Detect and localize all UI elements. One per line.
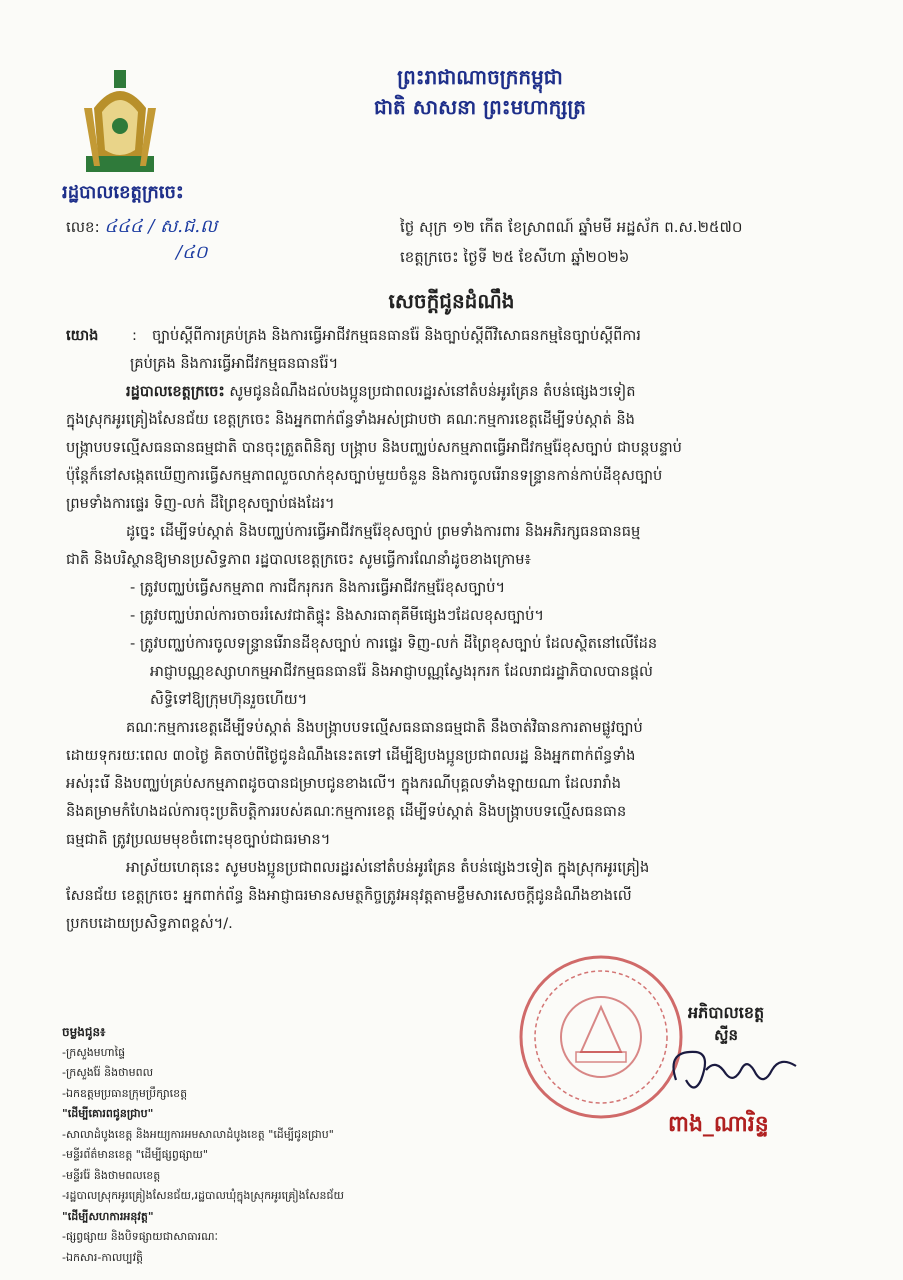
lunar-date: ថ្ងៃ សុក្រ ១២ កើត ខែស្រាពណ៍ ឆ្នាំមមី អដ្ឋស័ក ព.ស.២៥៧០	[400, 218, 743, 236]
document-body	[66, 322, 846, 938]
distribution-item: -មន្ទីររ៉ែ និងថាមពលខេត្ត	[62, 1168, 161, 1182]
document-title: សេចក្ដីជូនដំណឹង	[388, 289, 515, 313]
para3-line5: ធម្មជាតិ ត្រូវប្រឈមមុខចំពោះមុខច្បាប់ជាធរមាន។	[66, 831, 331, 848]
ref-label: លេខ:	[66, 218, 100, 236]
distribution-item: -រដ្ឋបាលស្រុកអូរគ្រៀងសែនជ័យ,រដ្ឋបាលឃុំក្នុងស្រុកអូរគ្រៀងសែនជ័យ	[62, 1189, 344, 1202]
reference-number	[66, 214, 218, 263]
kingdom-header	[330, 62, 630, 122]
distribution-item: -ផ្សព្វផ្សាយ និងបិទផ្សាយជាសាធារណៈ	[62, 1230, 218, 1243]
distribution-item: -ឯកសារ-កាលប្បវត្តិ	[62, 1250, 144, 1264]
signatory-label: ស្ទីន	[714, 1026, 738, 1044]
para3-line1: គណៈកម្មការខេត្តដើម្បីទប់ស្កាត់ និងបង្ក្រាបបទល្មើសធនធានធម្មជាតិ នឹងចាត់វិធានការតាមផ្លូវច្បាប់	[126, 719, 643, 736]
reference-colon: :	[132, 327, 137, 344]
para2-line1: ដូច្នេះ ដើម្បីទប់ស្កាត់ និងបញ្ឈប់ការធ្វើអាជីវកម្មរ៉ែខុសច្បាប់ ព្រមទាំងការពារ និងអភិរក្សធនធានធម្ម	[126, 523, 641, 540]
reference-row	[66, 322, 846, 350]
bullet-1: - ត្រូវបញ្ឈប់ធ្វើសកម្មភាព ការជីករុករក និងការធ្វើអាជីវកម្មរ៉ែខុសច្បាប់។	[130, 579, 506, 596]
date-block	[400, 212, 742, 272]
solar-date: ខេត្តក្រចេះ ថ្ងៃទី ២៥ ខែសីហា ឆ្នាំ២០២៦	[400, 248, 630, 266]
distribution-list	[62, 1022, 344, 1268]
signer-name: ពាង_ណារិន្ទ	[668, 1111, 769, 1137]
para4-line1: អាស្រ័យហេតុនេះ សូមបងប្អូនប្រជាពលរដ្ឋរស់នៅតំបន់អូរគ្រែន តំបន់ផ្សេងៗទៀត ក្នុងស្រុកអូរគ្រៀង	[126, 859, 650, 876]
para1-line1	[66, 378, 846, 406]
distribution-heading: ចម្លងជូន៖	[62, 1025, 106, 1039]
bullet-2: - ត្រូវបញ្ឈប់រាល់ការចាចររំសេវជាតិផ្ទុះ និងសារធាតុគីមីផ្សេងៗដែលខុសច្បាប់។	[130, 607, 545, 624]
para1-lead: រដ្ឋបាលខេត្តក្រចេះ	[126, 383, 225, 400]
signature-icon	[656, 1040, 816, 1100]
bullet-3-line2: អាជ្ញាបណ្ណខស្សាហកម្មអាជីវកម្មធនធានរ៉ែ និងអាជ្ញាបណ្ណស្វែងរុករក ដែលរាជរដ្ឋាភិបាលបានផ្ដល់	[150, 663, 653, 680]
ref-number: ៤៤៤ / ស.ជ.ល	[104, 216, 218, 237]
distribution-item: "ដើម្បីគោរពជូនជ្រាប"	[62, 1107, 154, 1120]
kingdom-title: ព្រះរាជាណាចក្រកម្ពុជា	[397, 65, 563, 89]
national-motto: ជាតិ សាសនា ព្រះមហាក្សត្រ	[374, 95, 586, 119]
reference-text-1: ច្បាប់ស្ដីពីការគ្រប់គ្រង និងការធ្វើអាជីវកម្មធនធានរ៉ែ និងច្បាប់ស្ដីពីវិសោធនកម្មនៃច្បាប់ស្ដីពីការ	[152, 327, 641, 344]
para2-line2: ជាតិ និងបរិស្ថានឱ្យមានប្រសិទ្ធភាព រដ្ឋបាលខេត្តក្រចេះ សូមធ្វើការណែនាំដូចខាងក្រោម៖	[66, 551, 531, 568]
para1-line4: ប៉ុន្តែក៏នៅសង្កេតឃើញការធ្វើសកម្មភាពលួចលាក់ខុសច្បាប់មួយចំនួន និងការចូលរើរានទន្ទ្រានកាន់កាប់ដីខុសច្បាប់	[66, 467, 663, 484]
para3-line2: ដោយទុករយៈពេល ៣០ថ្ងៃ គិតចាប់ពីថ្ងៃជូនដំណឹងនេះតទៅ ដើម្បីឱ្យបងប្អូនប្រជាពលរដ្ឋ និងអ្នកពាក់ព័ន្ធទាំង	[66, 747, 636, 764]
ref-suffix: /៤០	[176, 242, 208, 263]
para4-line2: សែនជ័យ ខេត្តក្រចេះ អ្នកពាក់ព័ន្ធ និងអាជ្ញាធរមានសមត្ថកិច្ចត្រូវអនុវត្តតាមខ្លឹមសារសេចក្ដីជូនដំណឹងខាងលើ	[66, 887, 632, 904]
para1-line2: ក្នុងស្រុកអូរគ្រៀងសែនជ័យ ខេត្តក្រចេះ និងអ្នកពាក់ព័ន្ធទាំងអស់ជ្រាបថា គណៈកម្មការខេត្តដើម្បីទប់ស្កាត់ និង	[66, 411, 635, 428]
para4-line3: ប្រកបដោយប្រសិទ្ធភាពខ្ពស់។/.	[66, 915, 233, 932]
distribution-item: -ក្រសួងរ៉ែ និងថាមពល	[62, 1066, 154, 1079]
para3-line3: អស់រុះរើ និងបញ្ឈប់គ្រប់សកម្មភាពដូចបានជម្រាបជូនខាងលើ។ ក្នុងករណីបុគ្គលទាំងឡាយណា ដែលរារាំង	[66, 775, 621, 792]
para3-line4: និងគម្រាមកំហែងដល់ការចុះប្រតិបត្តិការរបស់គណៈកម្មការខេត្ត ដើម្បីទប់ស្កាត់ និងបង្ក្រាបបទល្មើសធនធាន	[66, 803, 627, 820]
bullet-3-line3: សិទ្ធិទៅឱ្យក្រុមហ៊ុនរួចហើយ។	[150, 691, 308, 708]
distribution-item: -សាលាដំបូងខេត្ត និងអយ្យការអមសាលាដំបូងខេត្ត "ដើម្បីជូនជ្រាប"	[62, 1127, 334, 1141]
reference-text-2: គ្រប់គ្រង និងការធ្វើអាជីវកម្មធនធានរ៉ែ។	[130, 355, 339, 372]
para1-line5: ព្រមទាំងការផ្ទេរ ទិញ-លក់ ដីព្រៃខុសច្បាប់ផងដែរ។	[66, 495, 335, 512]
bullet-3-line1: - ត្រូវបញ្ឈប់ការចូលទន្ទ្រានរើរានដីខុសច្បាប់ ការផ្ទេរ ទិញ-លក់ ដីព្រៃខុសច្បាប់ ដែលស្ថិតនៅលើដែន	[130, 635, 658, 652]
distribution-item: -ឯកឧត្ដមប្រធានក្រុមប្រឹក្សាខេត្ត	[62, 1086, 188, 1100]
signatory-title: អភិបាលខេត្ត	[688, 1003, 765, 1022]
royal-emblem-icon	[80, 68, 160, 178]
para1-line1-text: សូមជូនដំណឹងដល់បងប្អូនប្រជាពលរដ្ឋរស់នៅតំបន់អូរគ្រែន តំបន់ផ្សេងៗទៀត	[229, 383, 636, 400]
issuing-authority: រដ្ឋបាលខេត្តក្រចេះ	[62, 182, 184, 203]
para1-line3: បង្ក្រាបបទល្មើសធនធានធម្មជាតិ បានចុះត្រួតពិនិត្យ បង្ក្រាប និងបញ្ឈប់សកម្មភាពធ្វើអាជីវកម្មរ៉ែខុសច្បាប់ ជាបន្តបន្ទាប់	[66, 439, 682, 456]
reference-label: យោង	[66, 327, 99, 344]
distribution-item: -ក្រសួងមហាផ្ទៃ	[62, 1045, 126, 1059]
distribution-item: "ដើម្បីសហការអនុវត្ត"	[62, 1209, 154, 1223]
distribution-item: -មន្ទីរព័ត៌មានខេត្ត "ដើម្បីផ្សព្វផ្សាយ"	[62, 1148, 208, 1161]
